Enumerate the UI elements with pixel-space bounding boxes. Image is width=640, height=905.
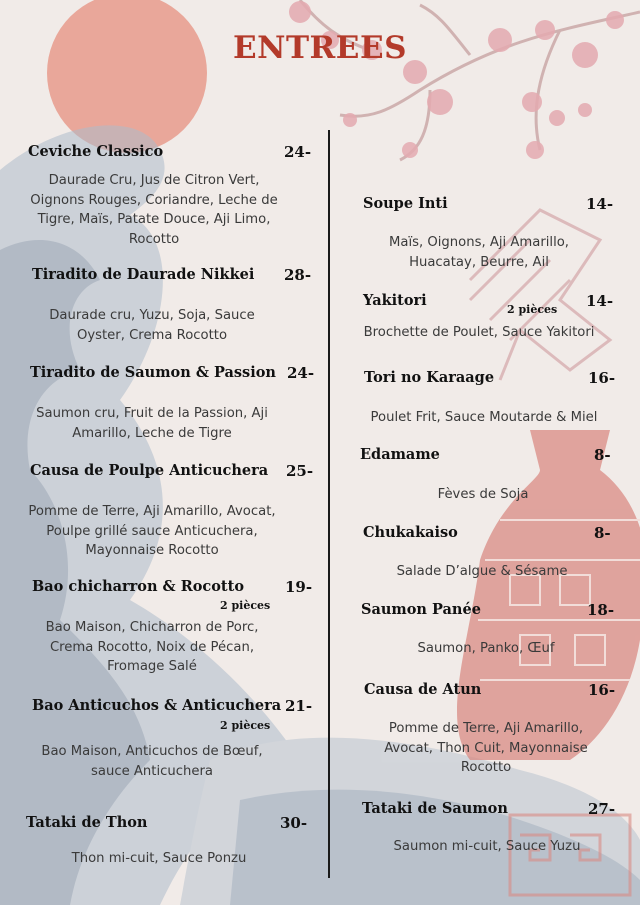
item-name: Causa de Poulpe Anticuchera	[30, 462, 269, 479]
item-name: Tori no Karaage	[364, 369, 495, 386]
item-name: Tataki de Saumon	[362, 800, 508, 817]
item-price: 16-	[588, 681, 616, 699]
item-pieces: 2 pièces	[220, 719, 271, 732]
item-description: Bao Maison, Chicharron de Porc, Crema Rocotto, Noix de Pécan, Fromage Salé	[45, 620, 259, 674]
item-name: Causa de Atun	[364, 681, 482, 698]
item-pieces: 2 pièces	[507, 303, 558, 316]
item-price: 14-	[586, 292, 614, 310]
item-name: Saumon Panée	[361, 601, 481, 618]
item-description: Maïs, Oignons, Aji Amarillo, Huacatay, Beurre, Ail	[389, 235, 569, 270]
item-description: Saumon, Panko, Œuf	[417, 641, 555, 656]
item-name: Soupe Inti	[363, 195, 448, 212]
item-price: 21-	[285, 697, 313, 715]
item-price: 18-	[587, 601, 615, 619]
item-description: Fèves de Soja	[437, 487, 529, 502]
column-divider	[328, 130, 330, 878]
item-price: 25-	[286, 462, 314, 480]
item-name: Ceviche Classico	[28, 143, 164, 160]
item-price: 8-	[594, 524, 611, 542]
cherry-blossom-decoration	[300, 0, 640, 160]
item-price: 30-	[280, 814, 308, 832]
item-name: Tiradito de Daurade Nikkei	[32, 266, 255, 283]
item-description: Thon mi-cuit, Sauce Ponzu	[71, 851, 247, 866]
item-price: 24-	[284, 143, 312, 161]
item-name: Bao chicharron & Rocotto	[32, 578, 244, 595]
item-description: Saumon mi-cuit, Sauce Yuzu	[393, 839, 581, 854]
item-price: 8-	[594, 446, 611, 464]
item-description: Pomme de Terre, Aji Amarillo, Avocat, Thon Cuit, Mayonnaise Rocotto	[384, 721, 588, 775]
item-price: 16-	[588, 369, 616, 387]
item-pieces: 2 pièces	[220, 599, 271, 612]
item-description: Daurade cru, Yuzu, Soja, Sauce Oyster, Crema Rocotto	[49, 308, 255, 343]
item-description: Poulet Frit, Sauce Moutarde & Miel	[370, 410, 598, 425]
item-description: Salade D’algue & Sésame	[396, 564, 568, 579]
item-price: 14-	[586, 195, 614, 213]
page-title: ENTREES	[233, 30, 407, 66]
item-name: Chukakaiso	[363, 524, 458, 541]
item-price: 19-	[285, 578, 313, 596]
item-name: Yakitori	[363, 292, 427, 309]
item-description: Pomme de Terre, Aji Amarillo, Avocat, Poulpe grillé sauce Anticuchera, Mayonnaise Rocotto	[28, 504, 276, 558]
item-description: Bao Maison, Anticuchos de Bœuf, sauce Anticuchera	[41, 744, 263, 779]
cherry-blossom-flowers	[289, 1, 624, 159]
item-name: Edamame	[360, 446, 440, 463]
item-description: Brochette de Poulet, Sauce Yakitori	[363, 325, 595, 340]
item-price: 24-	[287, 364, 315, 382]
item-name: Tiradito de Saumon & Passion	[30, 364, 276, 381]
item-price: 28-	[284, 266, 312, 284]
item-name: Bao Anticuchos & Anticuchera	[32, 697, 282, 714]
item-description: Saumon cru, Fruit de la Passion, Aji Amarillo, Leche de Tigre	[36, 406, 268, 441]
item-price: 27-	[588, 800, 616, 818]
vase-decoration	[457, 430, 640, 760]
item-name: Tataki de Thon	[26, 814, 148, 831]
item-description: Daurade Cru, Jus de Citron Vert, Oignons Rouges, Coriandre, Leche de Tigre, Maïs, Patate Douce, Aji Limo, Rocotto	[30, 173, 278, 247]
